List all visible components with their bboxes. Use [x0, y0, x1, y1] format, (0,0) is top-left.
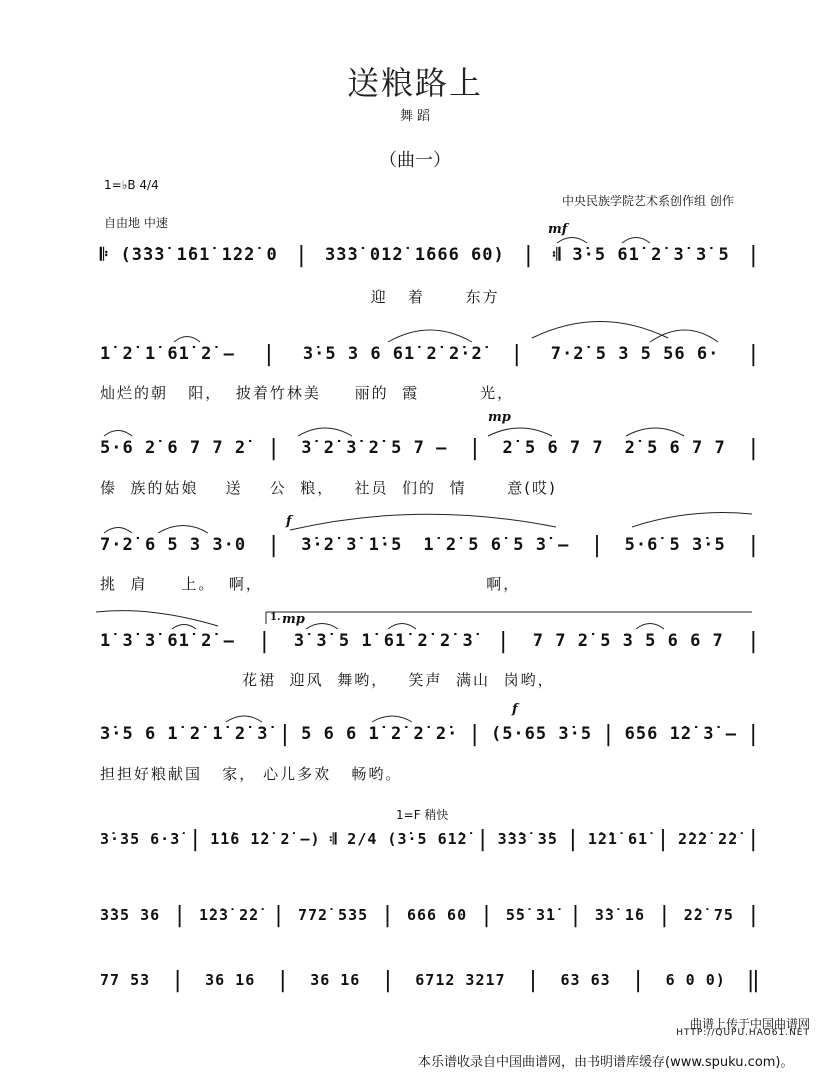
barline: |	[278, 721, 292, 747]
measure-group: 3̇·2̇ 3̇ 1̇·5	[301, 535, 403, 555]
measure-group: 2̇2̇ 75	[683, 906, 734, 924]
measure-group: 1̇2̇3̇ 2̇2̇	[198, 906, 260, 924]
measure-group: 36 16	[310, 971, 361, 989]
barline: |	[590, 532, 604, 558]
slur	[532, 322, 668, 339]
barline: |	[257, 628, 271, 654]
dynamic-mp-2: mp	[282, 612, 305, 627]
barline: |	[746, 435, 760, 461]
barline: |	[267, 532, 281, 558]
slur	[290, 514, 556, 530]
barline: |	[746, 242, 760, 268]
barline: |	[380, 902, 395, 928]
measure-group: 63 63	[560, 971, 611, 989]
barline: |	[468, 435, 482, 461]
slur	[158, 526, 208, 534]
measure-group: 3̇·5 6 1̇ 2̇ 1̇ 2̇ 3̇	[100, 724, 269, 744]
measure-group: 1̇1̇6 1̇2̇ 2̇ –)	[210, 830, 321, 848]
barline: |	[172, 902, 187, 928]
slur	[622, 238, 650, 244]
measure-group: 6̇56 1̇2̇ 3̇ –	[624, 724, 737, 744]
key-change: 1=F 稍快	[396, 808, 449, 822]
lyric-line-4: 挑 肩 上。 啊， 啊，	[100, 575, 521, 593]
measure-group: (5·65 3̇·5	[490, 724, 593, 744]
lyric-line-1: 迎 着 东方	[100, 288, 500, 306]
barline: |	[656, 826, 670, 852]
measure-group: 5·6̇ 5 3̇·5	[624, 535, 726, 555]
score-title: 送粮路上	[346, 64, 483, 102]
lyric-line-3: 傣 族的姑娘 送 公 粮， 社员 们的 情 意(哎)	[100, 479, 557, 497]
barline: |	[566, 826, 580, 852]
barline: |	[276, 967, 290, 993]
slur	[626, 428, 684, 436]
slur	[388, 624, 416, 630]
dynamic-f-2: f	[512, 702, 518, 717]
lyric-line-6: 担担好粮献国 家， 心儿多欢 畅哟。	[100, 765, 403, 783]
barline: |	[521, 242, 535, 268]
measure-group: 1̇ 2̇ 5 6̇ 5 3̇ –	[423, 535, 570, 555]
score-subtitle: 舞 蹈	[399, 109, 431, 124]
barline: |	[631, 967, 645, 993]
barline: |	[294, 242, 309, 268]
measure-group: 5 6 6 1̇ 2̇ 2̇ 2̇·	[301, 724, 459, 744]
barline: |	[496, 628, 510, 654]
measure-group: 7·2̇ 6 5 3 3·0	[100, 535, 247, 555]
slur	[96, 611, 218, 626]
barline: |	[568, 902, 583, 928]
measure-group: 3̇ 3̇ 5 1̇ 61̇ 2̇ 2̇ 3̇	[293, 631, 474, 651]
slur	[226, 716, 262, 722]
composer-credit: 中央民族学院艺术系创作组 创作	[562, 194, 734, 208]
measure-group: 3̇3̇3̇ 3̇5	[497, 830, 558, 848]
measure-group: 𝄇 3̇·5 61̇ 2̇ 3̇ 3̇ 5	[551, 245, 730, 265]
measure-group: 2̇ 5 6 7 7	[502, 438, 604, 458]
barline: |	[171, 967, 185, 993]
barline: |	[746, 721, 760, 747]
site-url: HTTP://QUPU.HAO61.NET	[676, 1028, 810, 1038]
measure-group: 3̇3̇3̇ 01̇2̇ 1̇666 60)	[324, 245, 505, 265]
barline: |	[601, 721, 615, 747]
measure-group: 36 16	[205, 971, 256, 989]
measure-group: 3̇·5 3 6 61̇ 2̇ 2̇·2̇	[302, 344, 483, 364]
measure-group: 772̇ 535	[297, 906, 369, 924]
barline: |	[188, 826, 202, 852]
measure-group: 666 60	[406, 906, 468, 924]
measure-group: 𝄆 (3̇3̇3̇ 1̇61̇ 1̇2̇2̇ 0	[100, 245, 278, 265]
barline: |	[267, 435, 281, 461]
measure-group: 3̇ 2̇ 3̇ 2̇ 5 7 –	[301, 438, 448, 458]
source-notice: 本乐谱收录自中国曲谱网，由书明谱库缓存(www.spuku.com)。	[418, 1055, 794, 1070]
barline: |	[510, 341, 524, 367]
section-label: （曲一）	[379, 150, 451, 171]
measure-group: 6 0 0)	[665, 971, 726, 989]
slur	[104, 528, 132, 534]
barline: |	[526, 967, 540, 993]
measure-group: 77 53	[100, 971, 151, 989]
barline: |	[746, 341, 760, 367]
final-barline: ‖	[746, 967, 760, 993]
measure-group: 𝄇 2/4 (3̇·5 61̇2̇	[328, 830, 468, 848]
measure-group: 2̇ 5 6 7 7	[624, 438, 726, 458]
slur	[104, 431, 132, 437]
measure-group: 3̇·35 6·3̇	[100, 830, 181, 848]
measure-group: 7 7 2̇ 5 3 5 6 6 7	[532, 631, 724, 651]
slur	[306, 624, 338, 630]
lyric-line-2: 灿烂的朝 阳， 披着竹林美 丽的 霞 光，	[100, 384, 515, 402]
lyric-line-5: 花裙 迎风 舞哟， 笑声 满山 岗哟，	[100, 671, 555, 689]
barline: |	[476, 826, 490, 852]
dynamic-mf: mf	[548, 222, 568, 237]
barline: |	[657, 902, 672, 928]
site-name: 曲谱上传于中国曲谱网	[689, 1017, 810, 1031]
barline: |	[271, 902, 286, 928]
measure-group: 2̇2̇2̇ 2̇2̇	[678, 830, 739, 848]
slur	[388, 330, 472, 342]
slur	[557, 238, 587, 244]
slur	[636, 624, 664, 630]
measure-group: 5·6 2̇ 6 7 7 2̇	[100, 438, 247, 458]
measure-group: 1̇ 2̇ 1̇ 61̇ 2̇ –	[100, 344, 235, 364]
barline: |	[262, 341, 276, 367]
barline: |	[746, 902, 760, 928]
key-signature: 1=♭B 4/4	[104, 178, 159, 192]
slur	[174, 337, 200, 343]
measure-group: 1̇ 3̇ 3̇ 61̇ 2̇ –	[100, 631, 235, 651]
dynamic-mp: mp	[488, 410, 511, 425]
slur	[298, 428, 352, 436]
volta-1: 1.	[270, 612, 281, 623]
barline: |	[746, 826, 760, 852]
slur	[650, 330, 718, 342]
measure-group: 1̇2̇1̇ 61̇	[587, 830, 649, 848]
slur	[632, 513, 752, 527]
barline: |	[468, 721, 482, 747]
measure-group: 6712 3217	[415, 971, 506, 989]
barline: |	[746, 628, 760, 654]
dynamic-f: f	[286, 514, 292, 529]
barline: |	[479, 902, 494, 928]
slur	[372, 716, 412, 722]
slur	[488, 428, 552, 436]
measure-group: 3̇3̇ 1̇6	[594, 906, 645, 924]
measure-group: 5̇5̇ 3̇1̇	[505, 906, 557, 924]
measure-group: 7·2̇ 5 3 5 56 6·	[550, 344, 720, 364]
tempo-marking: 自由地 中速	[104, 216, 168, 230]
barline: |	[746, 532, 760, 558]
barline: |	[381, 967, 395, 993]
measure-group: 3̇35 36	[100, 906, 161, 924]
slur	[172, 625, 196, 630]
